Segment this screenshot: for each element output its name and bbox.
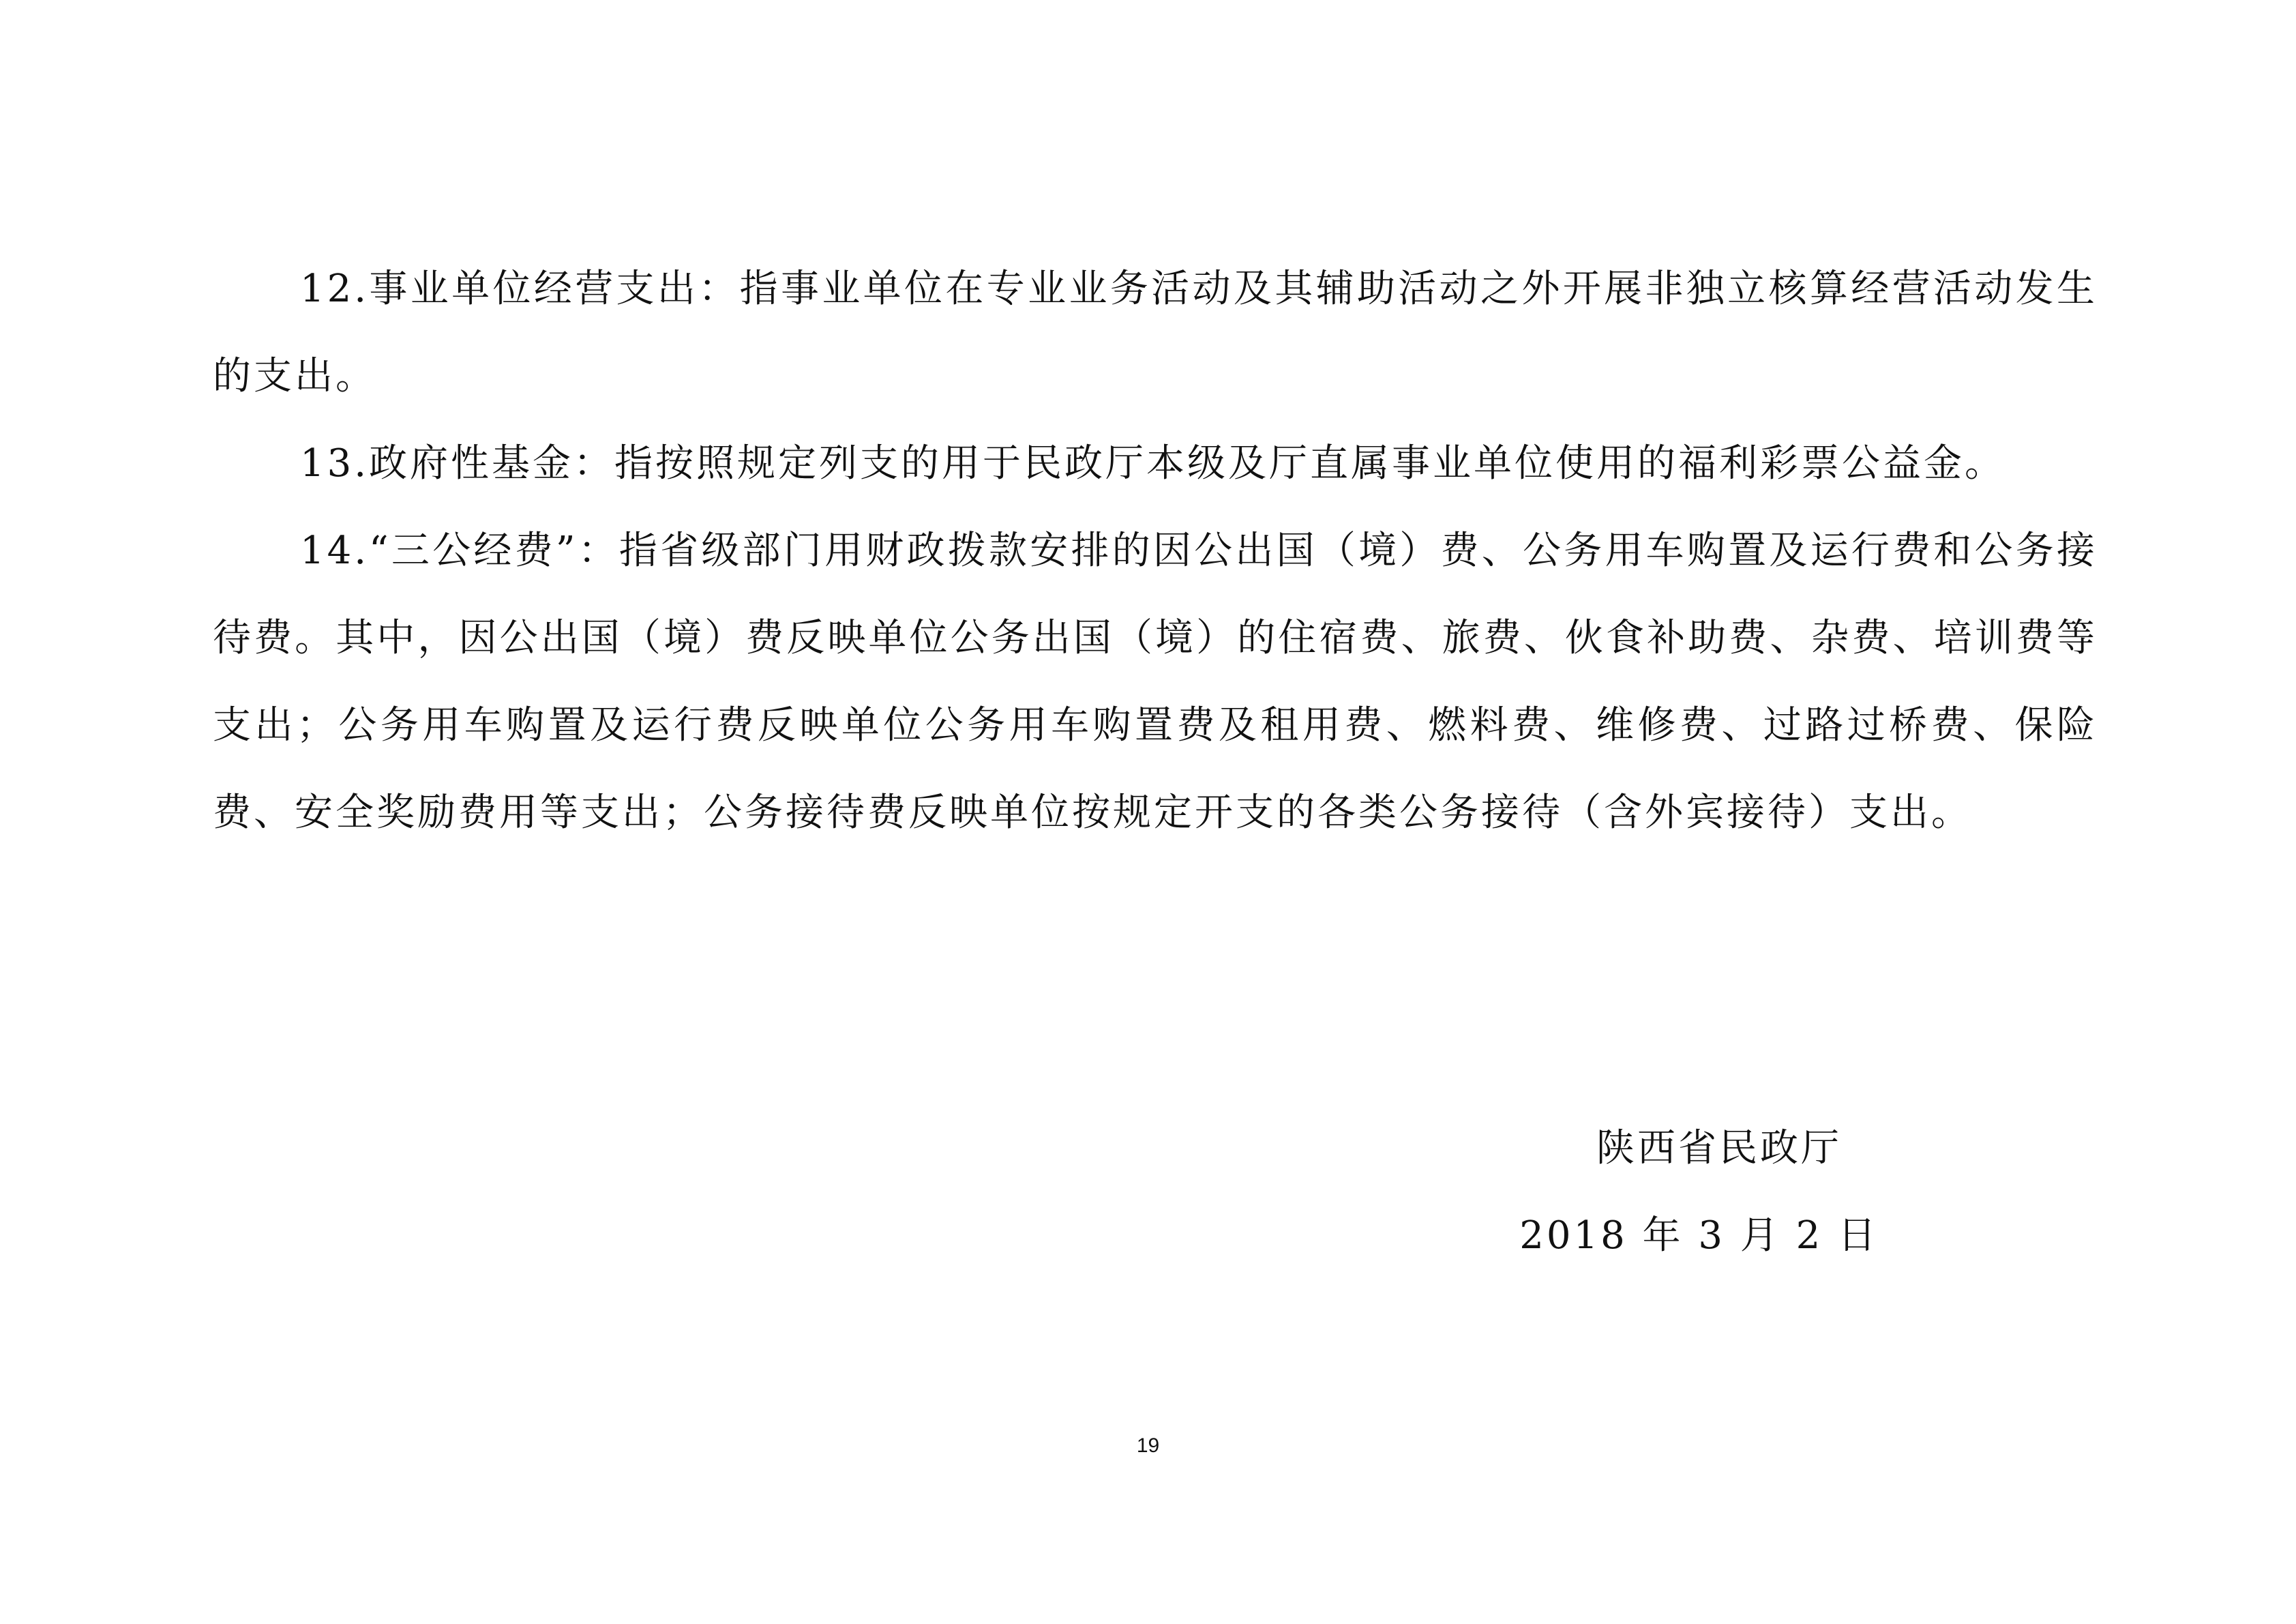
signature-block — [1519, 1105, 1879, 1280]
paragraph-item-13: 13.政府性基金：指按照规定列支的用于民政厅本级及厅直属事业单位使用的福利彩票公益金。 — [300, 441, 2006, 486]
paragraph-item-12: 12.事业单位经营支出：指事业单位在专业业务活动及其辅助活动之外开展非独立核算经营活动发生的支出。 — [213, 267, 2098, 398]
issuing-organization: 陕西省民政厅 — [1596, 1126, 1842, 1170]
issue-date: 2018 年 3 月 2 日 — [1519, 1213, 1879, 1258]
page-number: 19 — [1136, 1434, 1160, 1457]
paragraph-item-14: 14.“三公经费”：指省级部门用财政拨款安排的因公出国（境）费、公务用车购置及运行费和公务接待费。其中，因公出国（境）费反映单位公务出国（境）的住宿费、旅费、伙食补助费、杂费、培训费等支出；公务用车购置及运行费反映单位公务用车购置费及租用费、燃料费、维修费、过路过桥费、保险费、安全奖励费用等支出；公务接待费反映单位按规定开支的各类公务接待（含外宾接待）支出。 — [213, 529, 2098, 835]
document-body — [213, 246, 2098, 857]
